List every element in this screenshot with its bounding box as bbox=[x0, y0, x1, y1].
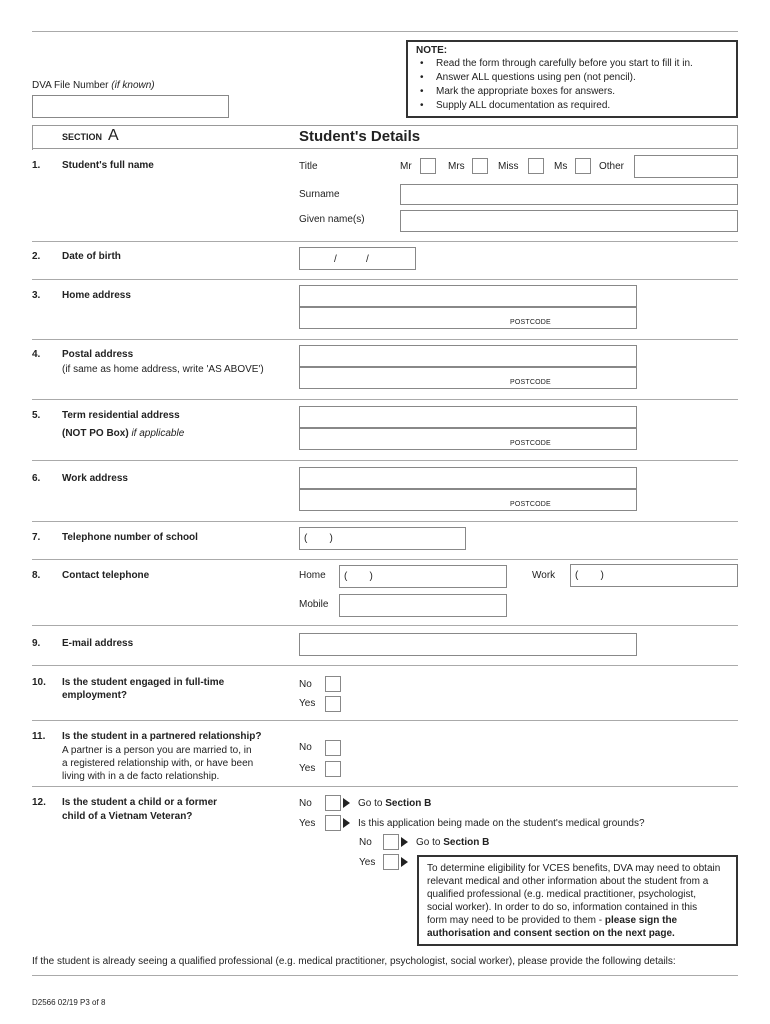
work-address-line1-input[interactable] bbox=[299, 467, 637, 489]
title-mrs-label: Mrs bbox=[448, 161, 465, 172]
partnered-yes-label: Yes bbox=[299, 763, 316, 774]
work-phone-label: Work bbox=[532, 570, 556, 581]
note-item: • Answer ALL questions using pen (not pencil). bbox=[416, 71, 728, 85]
surname-input[interactable] bbox=[400, 184, 738, 205]
goto-section-b: Go to Section B bbox=[416, 837, 490, 848]
q8-number: 8. bbox=[32, 570, 41, 581]
partnered-no-checkbox[interactable] bbox=[325, 740, 341, 756]
q12-label: Is the student a child or a former bbox=[62, 797, 218, 808]
q2-label: Date of birth bbox=[62, 251, 121, 262]
q1-label: Student's full name bbox=[62, 160, 154, 171]
term-address-line2-input[interactable] bbox=[299, 428, 637, 450]
title-ms-checkbox[interactable] bbox=[575, 158, 591, 174]
q10-label: employment? bbox=[62, 690, 128, 701]
email-input[interactable] bbox=[299, 633, 637, 656]
partnered-no-label: No bbox=[299, 742, 312, 753]
work-phone-input[interactable] bbox=[570, 564, 738, 587]
info-line: authorisation and consent section on the next page. bbox=[427, 928, 675, 939]
area-code-brackets: ( ) bbox=[304, 533, 333, 544]
q11-number: 11. bbox=[32, 731, 46, 742]
section-word: SECTION bbox=[62, 132, 103, 142]
q6-label: Work address bbox=[62, 473, 128, 484]
divider bbox=[32, 279, 738, 280]
title-mrs-checkbox[interactable] bbox=[472, 158, 488, 174]
postal-address-line2-input[interactable] bbox=[299, 367, 637, 389]
work-address-line2-input[interactable] bbox=[299, 489, 637, 511]
medical-no-checkbox[interactable] bbox=[383, 834, 399, 850]
home-address-line2-input[interactable] bbox=[299, 307, 637, 329]
title-mr-label: Mr bbox=[400, 161, 412, 172]
dva-file-input[interactable] bbox=[32, 95, 229, 118]
q2-number: 2. bbox=[32, 251, 41, 262]
postcode-label: POSTCODE bbox=[510, 319, 551, 326]
date-of-birth-input[interactable] bbox=[299, 247, 416, 270]
title-label: Title bbox=[299, 161, 318, 172]
area-code-brackets: ( ) bbox=[575, 570, 604, 581]
home-address-line1-input[interactable] bbox=[299, 285, 637, 307]
given-names-label: Given name(s) bbox=[299, 214, 365, 225]
divider bbox=[32, 521, 738, 522]
info-line: social worker). In order to do so, information contained in this bbox=[427, 902, 698, 913]
q10-number: 10. bbox=[32, 677, 46, 688]
school-phone-input[interactable] bbox=[299, 527, 466, 550]
medical-yes-checkbox[interactable] bbox=[383, 854, 399, 870]
section-letter: A bbox=[108, 127, 119, 144]
term-address-line1-input[interactable] bbox=[299, 406, 637, 428]
vietnam-yes-checkbox[interactable] bbox=[325, 815, 341, 831]
employment-no-checkbox[interactable] bbox=[325, 676, 341, 692]
employment-no-label: No bbox=[299, 679, 312, 690]
q11-label: Is the student in a partnered relationship? bbox=[62, 731, 262, 742]
postal-address-line1-input[interactable] bbox=[299, 345, 637, 367]
note-item: • Supply ALL documentation as required. bbox=[416, 99, 728, 113]
q9-number: 9. bbox=[32, 638, 41, 649]
partnered-yes-checkbox[interactable] bbox=[325, 761, 341, 777]
note-box bbox=[406, 40, 738, 118]
divider bbox=[32, 786, 738, 787]
q4-label: Postal address bbox=[62, 349, 134, 360]
q6-number: 6. bbox=[32, 473, 41, 484]
q12-number: 12. bbox=[32, 797, 46, 808]
goto-section-b: Go to Section B bbox=[358, 798, 432, 809]
title-miss-checkbox[interactable] bbox=[528, 158, 544, 174]
vietnam-yes-label: Yes bbox=[299, 818, 316, 829]
q5-label: Term residential address bbox=[62, 410, 180, 421]
dva-file-label: DVA File Number (if known) bbox=[32, 80, 155, 91]
info-line: relevant medical and other information about the student from a bbox=[427, 876, 709, 887]
vietnam-no-checkbox[interactable] bbox=[325, 795, 341, 811]
employment-yes-label: Yes bbox=[299, 698, 316, 709]
consent-info-box bbox=[417, 855, 738, 946]
divider bbox=[32, 975, 738, 976]
arrow-right-icon bbox=[401, 837, 408, 847]
note-item: • Read the form through carefully before you start to fill it in. bbox=[416, 57, 728, 71]
title-miss-label: Miss bbox=[498, 161, 519, 172]
info-line: To determine eligibility for VCES benefits, DVA may need to obtain bbox=[427, 863, 721, 874]
title-ms-label: Ms bbox=[554, 161, 568, 172]
title-other-input[interactable] bbox=[634, 155, 738, 178]
area-code-brackets: ( ) bbox=[344, 571, 373, 582]
divider bbox=[32, 625, 738, 626]
top-rule bbox=[32, 31, 738, 32]
title-mr-checkbox[interactable] bbox=[420, 158, 436, 174]
medical-grounds-question: Is this application being made on the student's medical grounds? bbox=[358, 818, 645, 829]
given-names-input[interactable] bbox=[400, 210, 738, 232]
divider bbox=[32, 559, 738, 560]
q5-subtext: (NOT PO Box) if applicable bbox=[62, 428, 185, 439]
mobile-phone-label: Mobile bbox=[299, 599, 329, 610]
q7-label: Telephone number of school bbox=[62, 532, 198, 543]
medical-no-label: No bbox=[359, 837, 372, 848]
title-other-label: Other bbox=[599, 161, 625, 172]
q11-subtext: a registered relationship with, or have been bbox=[62, 758, 254, 769]
section-title: Student's Details bbox=[299, 128, 421, 145]
q3-number: 3. bbox=[32, 290, 41, 301]
q11-subtext: A partner is a person you are married to, in bbox=[62, 745, 252, 756]
postcode-label: POSTCODE bbox=[510, 501, 551, 508]
home-phone-input[interactable] bbox=[339, 565, 507, 588]
q12-label: child of a Vietnam Veteran? bbox=[62, 811, 193, 822]
q5-number: 5. bbox=[32, 410, 41, 421]
q10-label: Is the student engaged in full-time bbox=[62, 677, 225, 688]
divider bbox=[32, 399, 738, 400]
employment-yes-checkbox[interactable] bbox=[325, 696, 341, 712]
footer-instruction: If the student is already seeing a qualified professional (e.g. medical practitioner, psychologist, social worker), please provide the following details: bbox=[32, 956, 676, 967]
surname-label: Surname bbox=[299, 189, 340, 200]
divider bbox=[32, 339, 738, 340]
q1-number: 1. bbox=[32, 160, 41, 171]
medical-yes-label: Yes bbox=[359, 857, 376, 868]
divider bbox=[32, 241, 738, 242]
arrow-right-icon bbox=[343, 798, 350, 808]
q4-subtext: (if same as home address, write 'AS ABOVE') bbox=[62, 364, 264, 375]
form-code: D2566 02/19 P3 of 8 bbox=[32, 998, 106, 1007]
divider bbox=[32, 720, 738, 721]
date-separator: / bbox=[366, 254, 369, 265]
arrow-right-icon bbox=[401, 857, 408, 867]
postcode-label: POSTCODE bbox=[510, 440, 551, 447]
q9-label: E-mail address bbox=[62, 638, 134, 649]
note-item: • Mark the appropriate boxes for answers. bbox=[416, 85, 728, 99]
mobile-phone-input[interactable] bbox=[339, 594, 507, 617]
info-line: qualified professional (e.g. medical practitioner, psychologist, bbox=[427, 889, 697, 900]
arrow-right-icon bbox=[343, 818, 350, 828]
q11-subtext: living with in a de facto relationship. bbox=[62, 771, 220, 782]
q7-number: 7. bbox=[32, 532, 41, 543]
divider bbox=[32, 460, 738, 461]
home-phone-label: Home bbox=[299, 570, 326, 581]
date-separator: / bbox=[334, 254, 337, 265]
note-title: NOTE: bbox=[416, 45, 448, 56]
q4-number: 4. bbox=[32, 349, 41, 360]
vietnam-no-label: No bbox=[299, 798, 312, 809]
q8-label: Contact telephone bbox=[62, 570, 150, 581]
q3-label: Home address bbox=[62, 290, 131, 301]
note-list bbox=[416, 57, 728, 113]
divider bbox=[32, 665, 738, 666]
postcode-label: POSTCODE bbox=[510, 379, 551, 386]
info-line: form may need to be provided to them - please sign the bbox=[427, 915, 678, 926]
